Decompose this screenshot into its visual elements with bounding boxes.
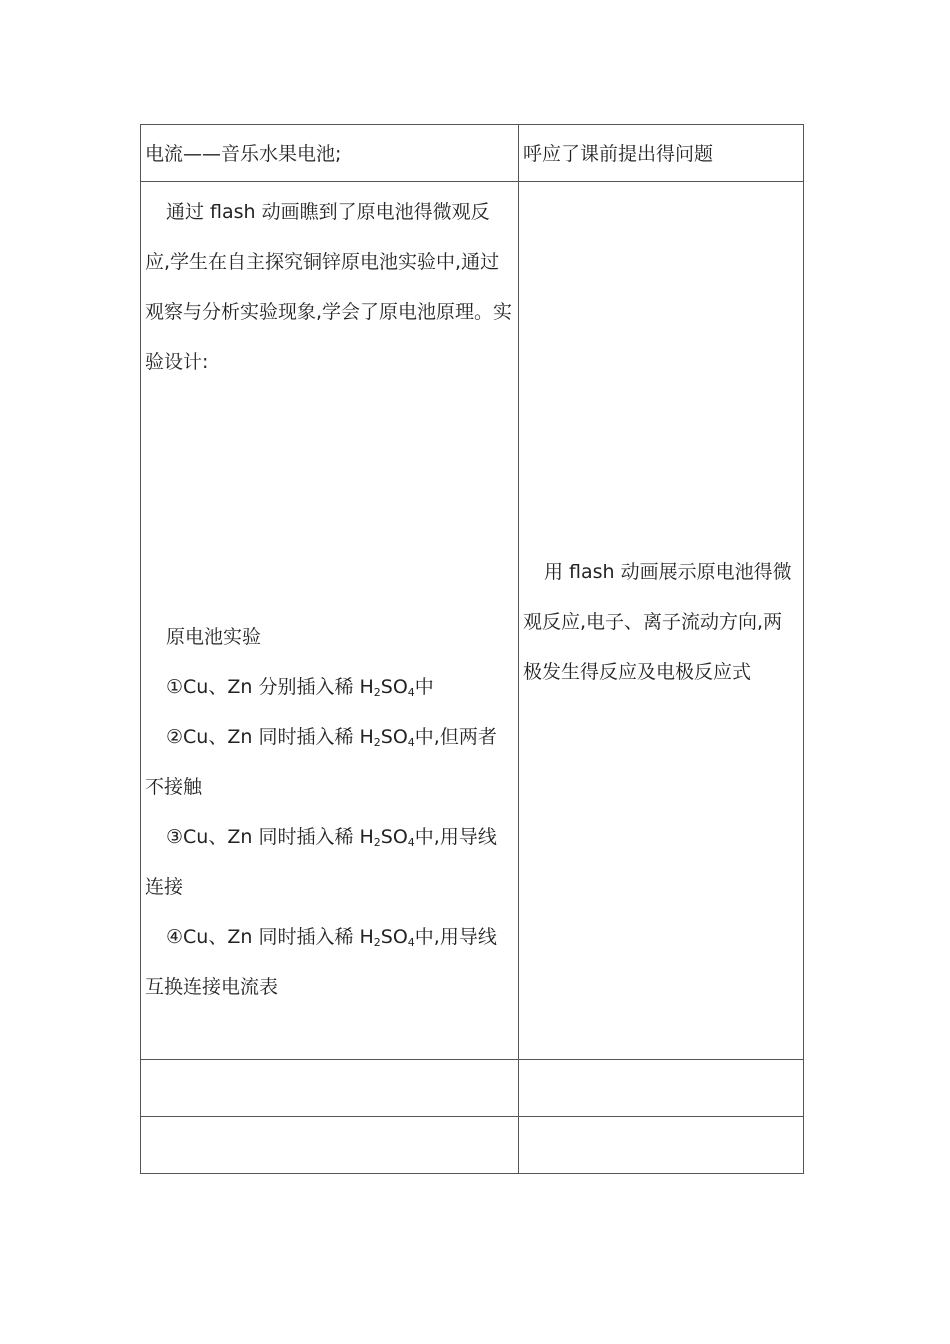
experiment-step: ④Cu、Zn 同时插入稀 $H_2SO_4$中,用导线互换连接电流表 [145,926,497,998]
experiment-step: ③Cu、Zn 同时插入稀 $H_2SO_4$中,用导线连接 [145,826,497,898]
table-cell [141,1060,519,1117]
table-cell [519,182,804,1060]
cell-text: 电流——音乐水果电池; [145,143,342,165]
experiment-step: ①Cu、Zn 分别插入稀 $H_2SO_4$中 [166,676,434,699]
table-row [141,1060,804,1117]
table-cell [141,182,519,1060]
table-cell [519,125,804,182]
table-row [141,125,804,182]
table-row [141,1117,804,1174]
table-cell [519,1117,804,1174]
table-cell [519,1060,804,1117]
table-cell [141,125,519,182]
design-note: 用 flash 动画展示原电池得微观反应,电子、离子流动方向,两极发生得反应及电极反应式 [523,561,792,683]
cell-text: 呼应了课前提出得问题 [523,143,714,165]
lesson-table [140,124,804,1174]
experiment-step: ②Cu、Zn 同时插入稀 $H_2SO_4$中,但两者不接触 [145,726,497,798]
experiment-title: 原电池实验 [166,626,262,648]
table-cell [141,1117,519,1174]
table-row [141,182,804,1060]
intro-paragraph: 通过 flash 动画瞧到了原电池得微观反应,学生在自主探究铜锌原电池实验中,通过观察与分析实验现象,学会了原电池原理。实验设计: [145,201,513,373]
